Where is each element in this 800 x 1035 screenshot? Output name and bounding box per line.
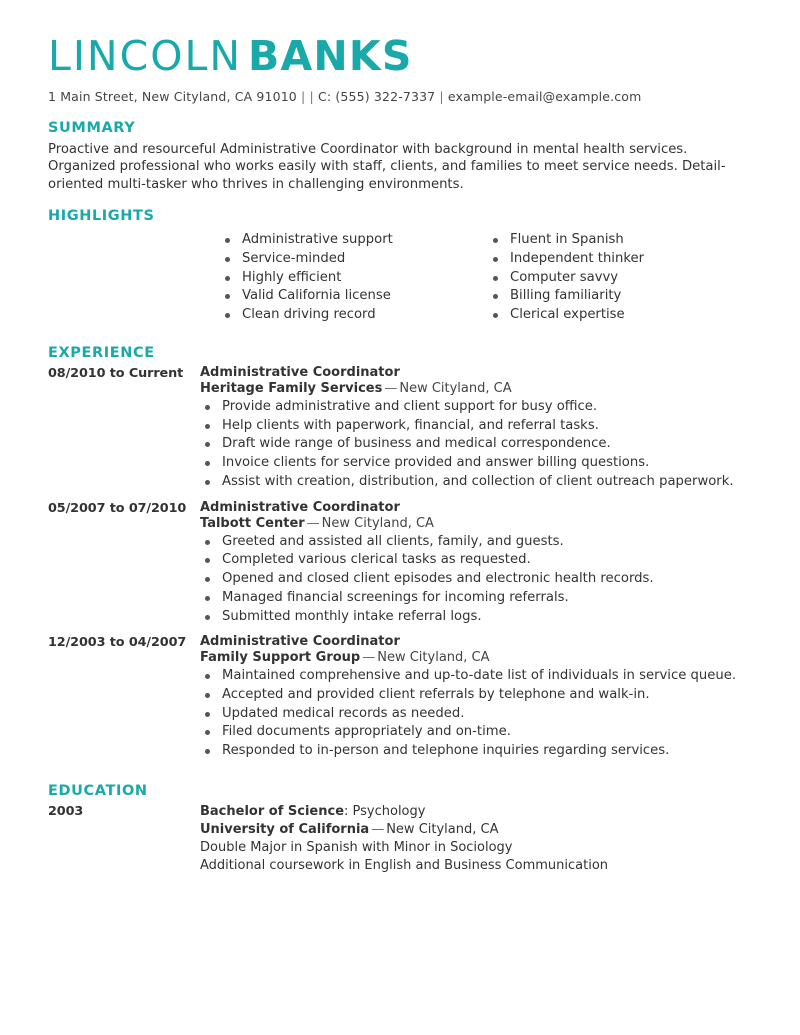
education-note-1: Double Major in Spanish with Minor in Sociology xyxy=(200,839,513,855)
education-details xyxy=(200,803,756,875)
school-location: New Cityland, CA xyxy=(386,821,499,837)
job-bullets xyxy=(200,398,756,492)
list-item: Invoice clients for service provided and answer billing questions. xyxy=(200,454,756,473)
job-location: New Cityland, CA xyxy=(377,650,490,666)
list-item: Fluent in Spanish xyxy=(488,231,756,250)
job-company-line xyxy=(200,381,756,396)
list-item: Valid California license xyxy=(220,287,488,306)
list-item: Clerical expertise xyxy=(488,306,756,325)
section-heading-summary: SUMMARY xyxy=(48,120,136,136)
summary-text: Proactive and resourceful Administrative Coordinator with background in mental health services. Organized professional who works easily with staff, clients, and families to meet service needs. Detail-oriented multi-tasker who thrives in challenging environments. xyxy=(48,142,726,192)
section-heading-highlights: HIGHLIGHTS xyxy=(48,208,155,225)
list-item: Submitted monthly intake referral logs. xyxy=(200,608,756,627)
degree-field: : Psychology xyxy=(344,803,426,819)
education-note-2: Additional coursework in English and Business Communication xyxy=(200,857,609,873)
contact-address: 1 Main Street, New Cityland, CA 91010 xyxy=(48,89,297,104)
contact-email[interactable]: example-email@example.com xyxy=(447,89,642,104)
job-company-line xyxy=(200,516,756,531)
experience-details xyxy=(200,500,756,627)
list-item: Assist with creation, distribution, and collection of client outreach paperwork. xyxy=(200,473,756,492)
list-item: Updated medical records as needed. xyxy=(200,705,756,724)
experience-date: 08/2010 to Current xyxy=(48,365,184,381)
last-name: BANKS xyxy=(248,32,413,80)
section-heading-education: EDUCATION xyxy=(48,782,148,799)
dash-separator: — xyxy=(371,821,385,837)
experience-details xyxy=(200,634,756,761)
list-item: Accepted and provided client referrals by telephone and walk-in. xyxy=(200,686,756,705)
experience-entry xyxy=(48,500,756,627)
list-item: Clean driving record xyxy=(220,306,488,325)
list-item: Filed documents appropriately and on-time. xyxy=(200,723,756,742)
experience-entry xyxy=(48,634,756,761)
candidate-name xyxy=(48,32,756,80)
dash-separator: — xyxy=(306,515,320,531)
experience-date: 12/2003 to 04/2007 xyxy=(48,635,187,651)
contact-separator-2: | xyxy=(309,89,314,104)
list-item: Computer savvy xyxy=(488,269,756,288)
job-title: Administrative Coordinator xyxy=(200,364,400,380)
list-item: Billing familiarity xyxy=(488,287,756,306)
list-item: Draft wide range of business and medical correspondence. xyxy=(200,435,756,454)
contact-line xyxy=(48,89,756,104)
company-name: Talbott Center xyxy=(200,515,305,531)
job-title: Administrative Coordinator xyxy=(200,499,400,515)
company-name: Family Support Group xyxy=(200,650,361,666)
list-item: Responded to in-person and telephone inquiries regarding services. xyxy=(200,742,756,761)
degree-label: Bachelor of Science xyxy=(200,803,345,819)
dash-separator: — xyxy=(362,650,376,666)
company-name: Heritage Family Services xyxy=(200,380,383,396)
list-item: Highly efficient xyxy=(220,269,488,288)
highlights-list-2 xyxy=(488,231,756,325)
highlights-columns xyxy=(48,231,756,325)
experience-entry xyxy=(48,365,756,492)
section-heading-experience: EXPERIENCE xyxy=(48,344,155,361)
highlights-column-1 xyxy=(220,231,488,325)
dash-separator: — xyxy=(384,380,398,396)
list-item: Independent thinker xyxy=(488,250,756,269)
job-company-line xyxy=(200,650,756,665)
contact-separator-1: | xyxy=(301,89,306,104)
highlights-list-1 xyxy=(220,231,488,325)
school-name: University of California xyxy=(200,821,370,837)
contact-phone: C: (555) 322-7337 xyxy=(318,89,436,104)
experience-details xyxy=(200,365,756,492)
first-name: LINCOLN xyxy=(48,32,243,80)
job-title: Administrative Coordinator xyxy=(200,634,400,650)
list-item: Managed financial screenings for incoming referrals. xyxy=(200,589,756,608)
job-location: New Cityland, CA xyxy=(321,515,434,531)
education-school-line xyxy=(200,821,756,839)
list-item: Greeted and assisted all clients, family, and guests. xyxy=(200,533,756,552)
job-bullets xyxy=(200,667,756,761)
job-bullets xyxy=(200,533,756,627)
list-item: Opened and closed client episodes and electronic health records. xyxy=(200,570,756,589)
list-item: Provide administrative and client support for busy office. xyxy=(200,398,756,417)
highlights-column-2 xyxy=(488,231,756,325)
list-item: Maintained comprehensive and up-to-date list of individuals in service queue. xyxy=(200,667,756,686)
list-item: Help clients with paperwork, financial, and referral tasks. xyxy=(200,417,756,436)
education-degree-line xyxy=(200,803,756,821)
experience-date: 05/2007 to 07/2010 xyxy=(48,500,187,516)
list-item: Service-minded xyxy=(220,250,488,269)
education-date: 2003 xyxy=(48,803,84,819)
job-location: New Cityland, CA xyxy=(399,380,512,396)
education-entry xyxy=(48,803,756,875)
list-item: Administrative support xyxy=(220,231,488,250)
contact-separator-3: | xyxy=(439,89,444,104)
list-item: Completed various clerical tasks as requested. xyxy=(200,551,756,570)
